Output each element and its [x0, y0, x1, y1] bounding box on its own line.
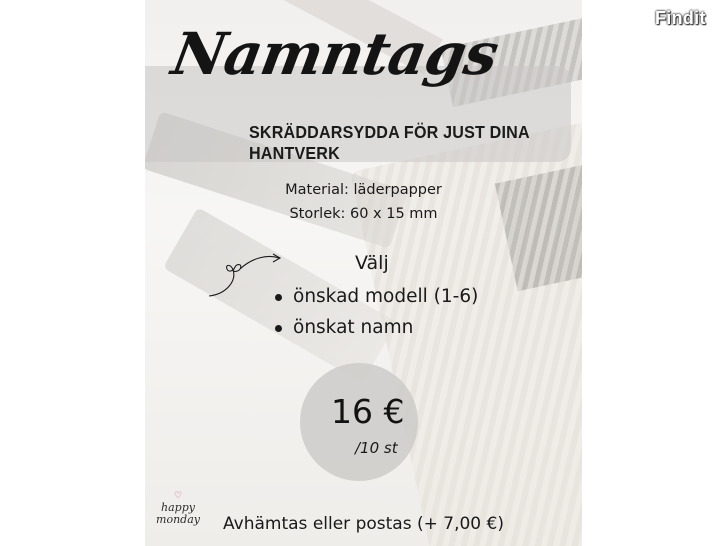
choose-list — [275, 281, 478, 343]
poster-title: Namntags — [167, 20, 503, 88]
list-item — [275, 312, 478, 343]
list-item-label: önskat namn — [293, 317, 414, 338]
size-text: Storlek: 60 x 15 mm — [289, 206, 438, 222]
pickup-text: Avhämtas eller postas (+ 7,00 €) — [223, 514, 504, 534]
list-item-label: önskad modell (1-6) — [293, 286, 479, 307]
bullet-icon — [275, 294, 282, 301]
list-item — [275, 281, 478, 312]
logo-line-1: happy — [161, 501, 195, 514]
price-unit: /10 st — [355, 439, 398, 457]
logo-line-2: monday — [156, 513, 200, 526]
findit-logo[interactable]: Findit — [655, 8, 706, 28]
choose-label: Välj — [355, 252, 389, 274]
bullet-icon — [275, 325, 282, 332]
poster-subtitle: SKRÄDDARSYDDA FÖR JUST DINA HANTVERK — [249, 122, 530, 163]
material-text: Material: läderpapper — [285, 182, 442, 198]
price-value: 16 € — [331, 392, 405, 431]
heart-icon: ♡ — [173, 491, 183, 501]
listing-image — [145, 0, 582, 546]
